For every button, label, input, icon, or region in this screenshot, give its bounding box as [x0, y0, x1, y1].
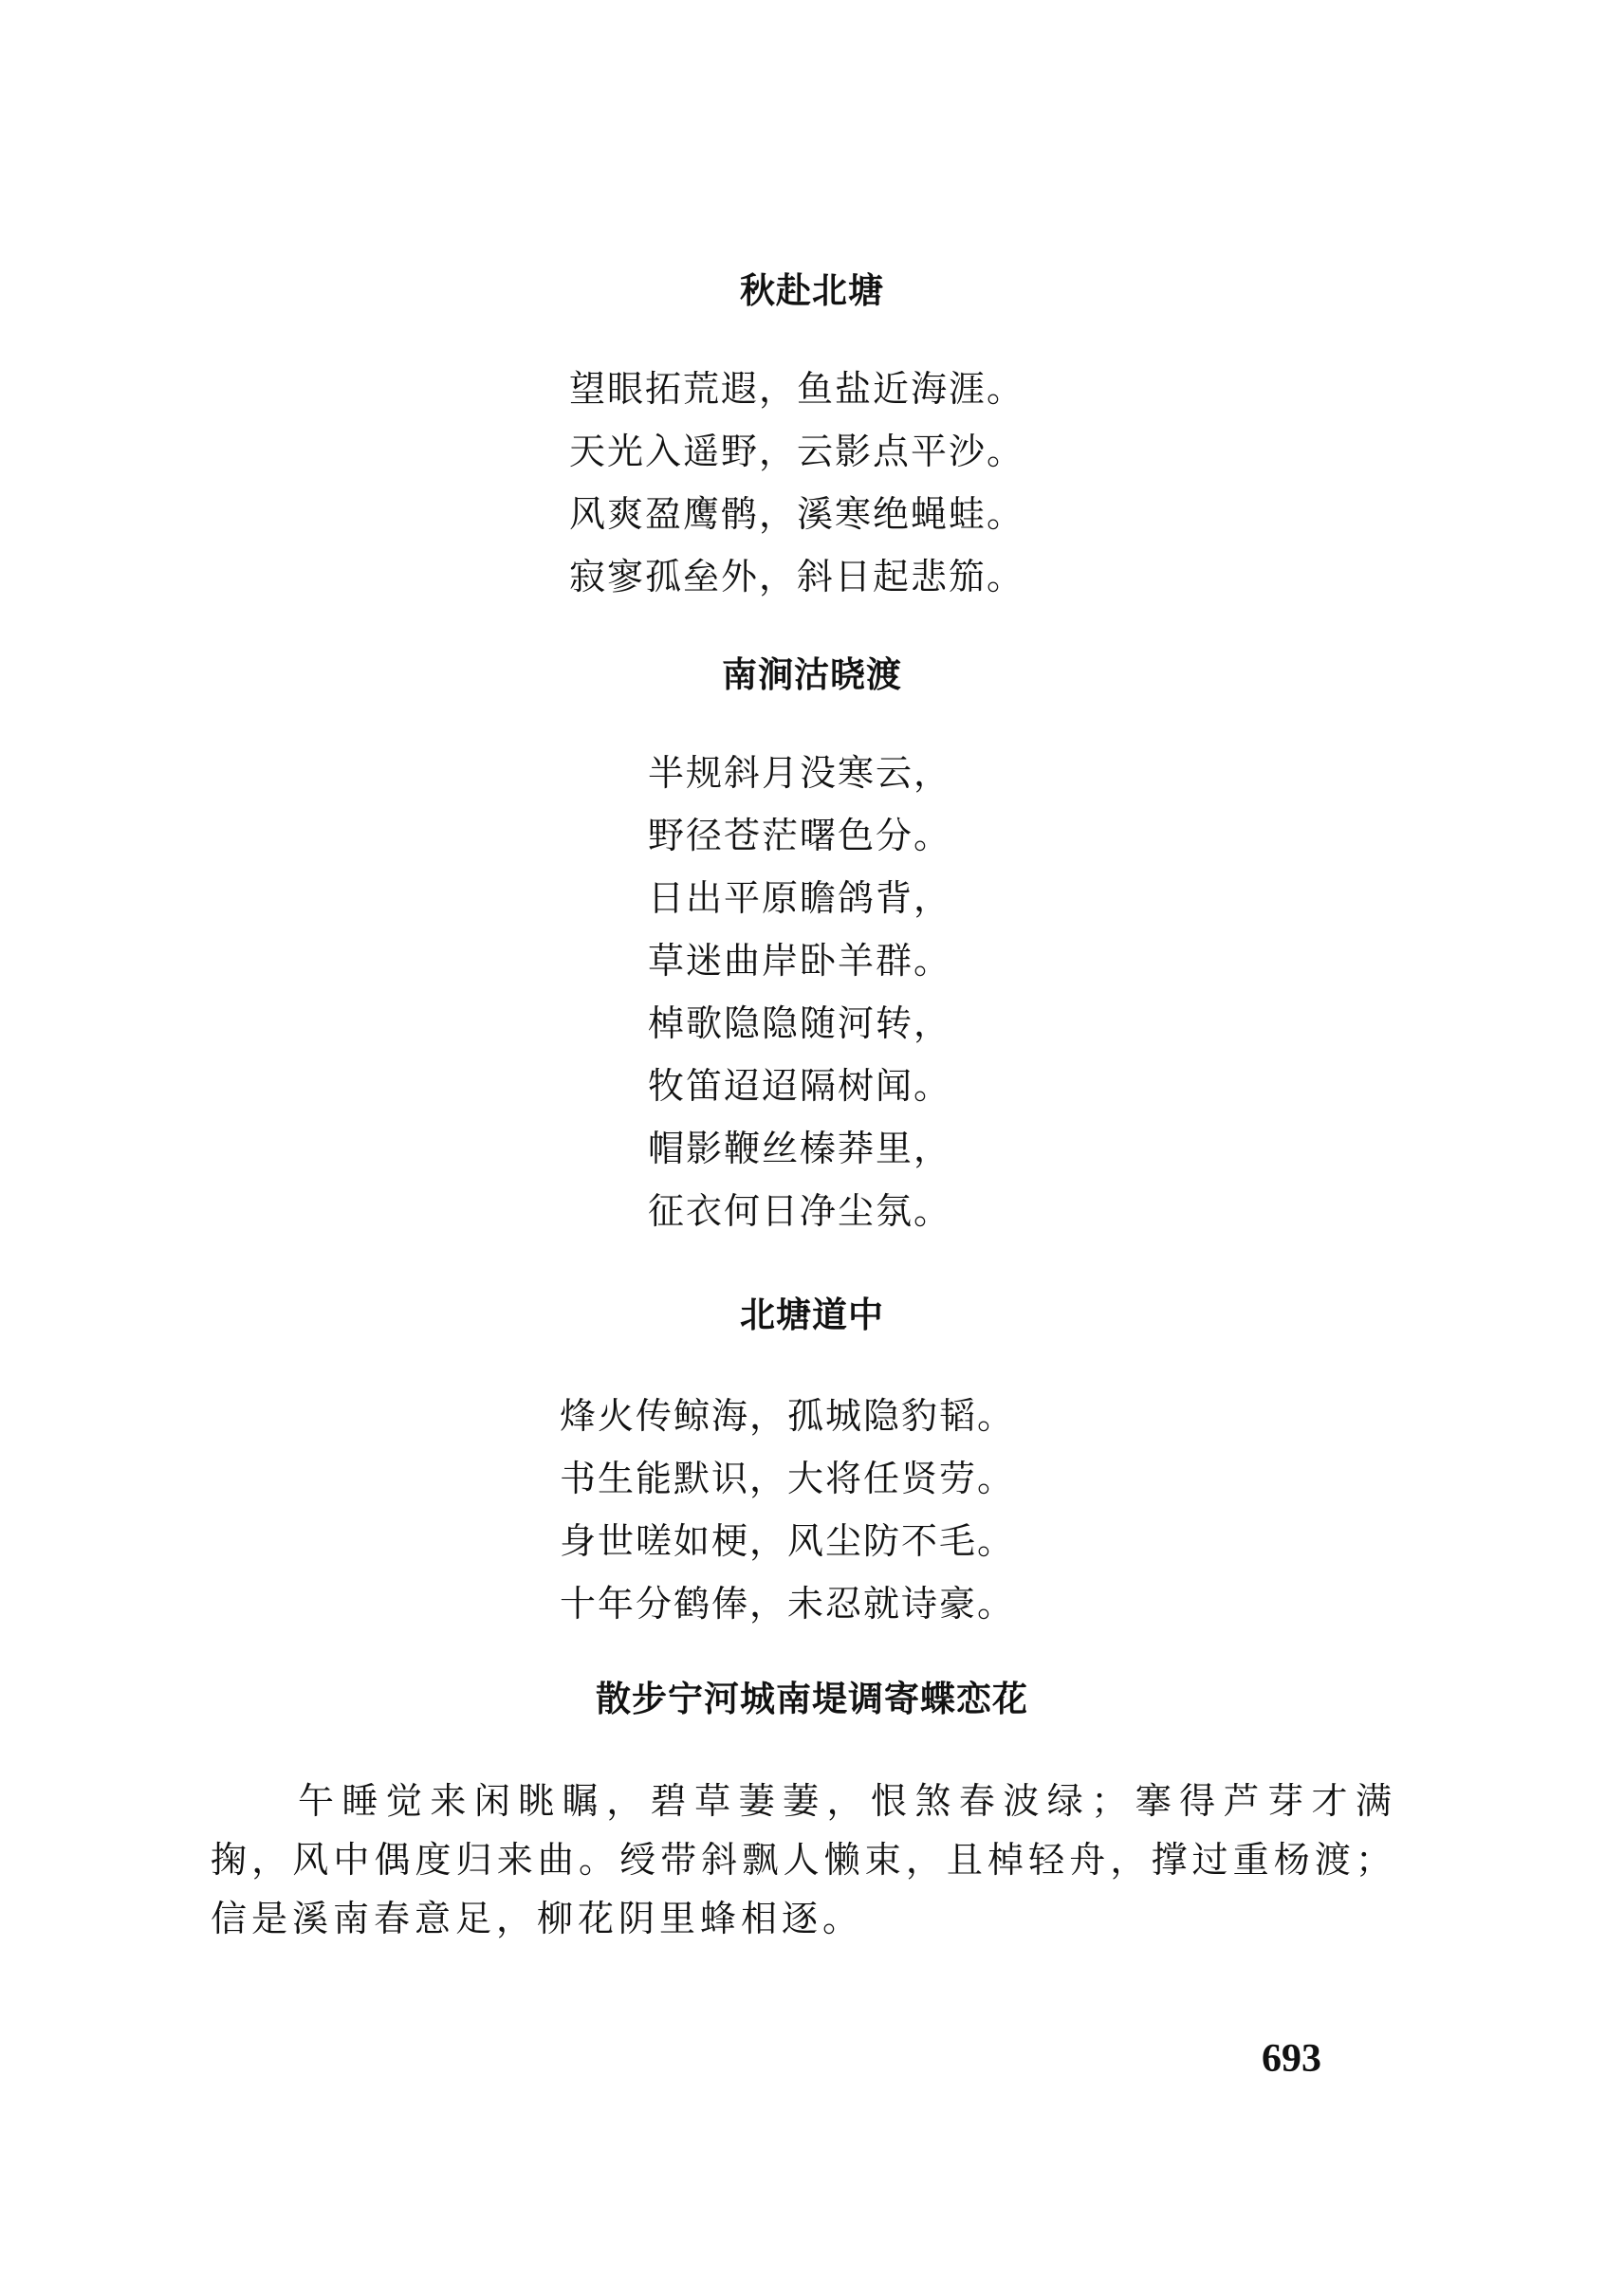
poem-line: 天光入遥野，云影点平沙。: [569, 431, 1025, 472]
poem-line: 半规斜月没寒云，: [648, 752, 952, 794]
poem-body: [569, 358, 1024, 608]
poem-body: [648, 742, 951, 1242]
poem-line: 日出平原瞻鸽背，: [648, 877, 952, 919]
poem-title: 秋赴北塘: [740, 270, 884, 311]
prose-paragraph: 午睡觉来闲眺瞩，碧草萋萋，恨煞春波绿；搴得芦芽才满掬，风中偶度归来曲。绶带斜飘人懒束，且棹轻舟，撑过重杨渡；信是溪南春意足，柳花阴里蜂相逐。: [211, 1780, 1396, 1939]
poem-line: 风爽盈鹰鹘，溪寒绝蝇蛙。: [569, 493, 1025, 535]
poem-line: 野径苍茫曙色分。: [648, 815, 952, 856]
poem-line: 棹歌隐隐随河转，: [648, 1002, 952, 1044]
poem-line: 草迷曲岸卧羊群。: [648, 940, 952, 982]
poem-line: 牧笛迢迢隔树闻。: [648, 1065, 952, 1107]
poem-line: 征衣何日净尘氛。: [648, 1190, 952, 1232]
poem-line: 望眼拓荒遐，鱼盐近海涯。: [569, 368, 1025, 410]
poem-line: 十年分鹤俸，未忍就诗豪。: [560, 1583, 1016, 1625]
poem-body: [560, 1385, 1015, 1635]
poem-line: 帽影鞭丝榛莽里，: [648, 1128, 952, 1169]
poem-line: 身世嗟如梗，风尘防不毛。: [560, 1520, 1016, 1562]
poem-title: 散步宁河城南堤调寄蝶恋花: [596, 1679, 1028, 1719]
poem-line: 书生能默识，大将任贤劳。: [560, 1458, 1016, 1499]
poem-title: 北塘道中: [740, 1295, 884, 1335]
poem-title: 南涧沽晓渡: [722, 654, 902, 695]
poem-line: 烽火传鲸海，孤城隐豹韬。: [560, 1395, 1016, 1437]
page-number: 693: [1262, 2037, 1321, 2081]
poem-line: 寂寥孤垒外，斜日起悲笳。: [569, 556, 1025, 597]
